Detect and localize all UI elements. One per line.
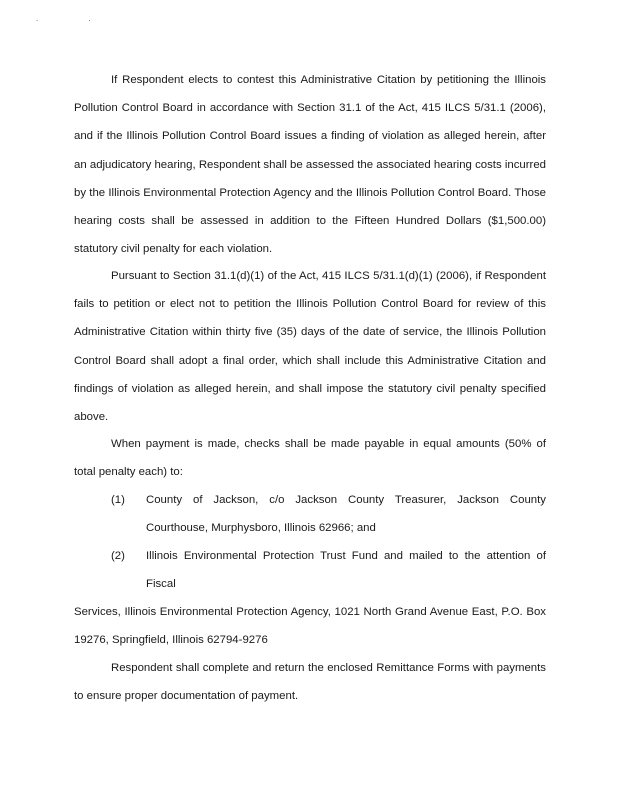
paragraph-final-order: Pursuant to Section 31.1(d)(1) of the Act, 415 ILCS 5/31.1(d)(1) (2006), if Respondent fails to petition or elect not to petition the Illinois Pollution Control Board for review of this Administrative Citation within thirty five (35) days of the date of service, the Illinois Pollution Control Board shall adopt a final order, which shall include this Administrative Citation and findings of violation as alleged herein, and shall impose the statutory civil penalty specified above. — [74, 270, 546, 424]
paragraph-remittance-forms: Respondent shall complete and return the enclosed Remittance Forms with payments to ensure proper documentation of payment. — [74, 662, 546, 703]
paragraph-payment-instructions: When payment is made, checks shall be made payable in equal amounts (50% of total penalty each) to: — [74, 438, 546, 479]
scan-mark: . . — [36, 14, 115, 23]
list-item-number: (1) — [111, 494, 125, 506]
list-item-text: County of Jackson, c/o Jackson County Treasurer, Jackson County Courthouse, Murphysboro, Illinois 62966; and — [146, 494, 546, 535]
list-item-number: (2) — [111, 550, 125, 562]
paragraph-agency-address: Services, Illinois Environmental Protection Agency, 1021 North Grand Avenue East, P.O. Box 19276, Springfield, Illinois 62794-9276 — [74, 606, 546, 647]
paragraph-contest-citation: If Respondent elects to contest this Administrative Citation by petitioning the Illinois Pollution Control Board in accordance with Section 31.1 of the Act, 415 ILCS 5/31.1 (2006), and if the Illinois Pollution Control Board issues a finding of violation as alleged herein, after an adjudicatory hearing, Respondent shall be assessed the associated hearing costs incurred by the Illinois Environmental Protection Agency and the Illinois Pollution Control Board. Those hearing costs shall be assessed in addition to the Fifteen Hundred Dollars ($1,500.00) statutory civil penalty for each violation. — [74, 74, 546, 256]
list-item-text: Illinois Environmental Protection Trust Fund and mailed to the attention of Fiscal — [146, 550, 546, 591]
list-item-payee-2 — [74, 542, 546, 598]
list-item-payee-1 — [74, 486, 546, 542]
